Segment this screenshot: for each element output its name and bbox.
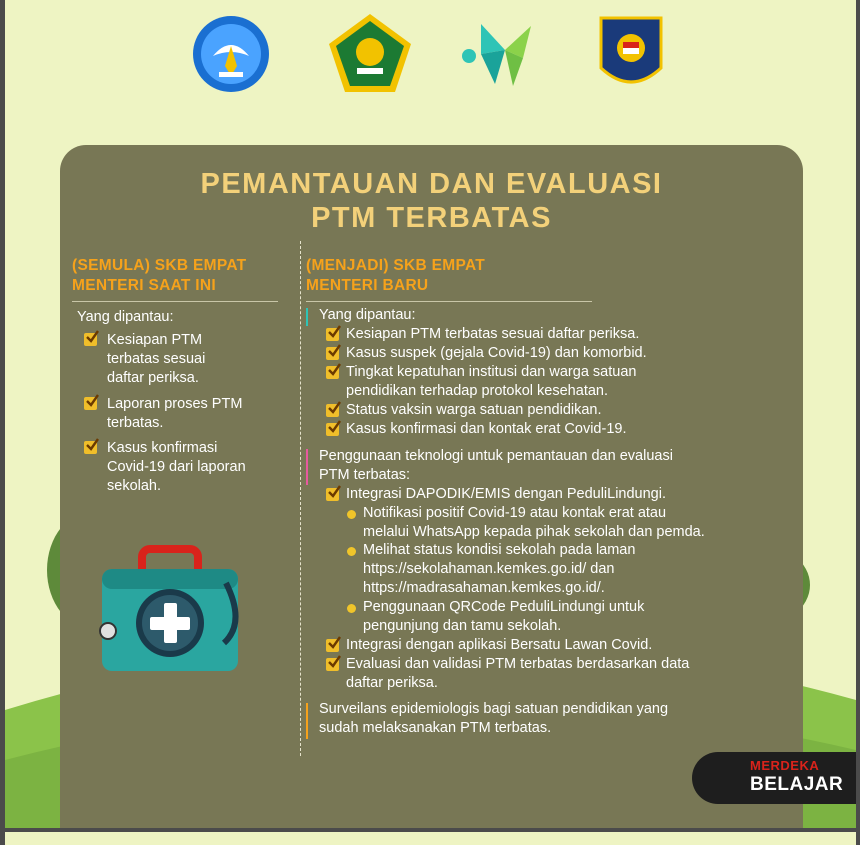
left-item-3: Kasus konfirmasi Covid-19 dari laporan sekolah. [107,440,246,494]
right-section3-text: Surveilans epidemiologis bagi satuan pendidikan yang sudah melaksanakan PTM terbatas. [319,701,669,736]
left-heading-line-2: MENTERI SAAT INI [72,277,217,294]
left-intro: Yang dipantau: [77,309,174,325]
badge-line-2: BELAJAR [750,774,844,795]
left-heading-divider [72,301,278,302]
next-page-preview [5,832,856,845]
check-icon [326,658,339,671]
right-s1-item-2: Kasus suspek (gejala Covid-19) dan komorbid. [346,345,647,361]
content-card [60,145,803,828]
tut-wuri-handayani-logo [191,14,271,94]
right-section2-intro: Penggunaan teknologi untuk pemantauan dan evaluasi PTM terbatas: [319,448,673,483]
right-s2-bullet-2: Melihat status kondisi sekolah pada laman https://sekolahaman.kemkes.go.id/ dan https://madrasahaman.kemkes.go.id/. [363,542,636,596]
right-s2-bullet-1: Notifikasi positif Covid-19 atau kontak erat atau melalui WhatsApp kepada pihak sekolah dan pemda. [363,505,705,540]
page-title [60,167,803,235]
kementerian-agama-logo [327,12,413,94]
check-icon [326,328,339,341]
right-s2-item-1: Integrasi DAPODIK/EMIS dengan PeduliLindungi. [346,486,666,502]
right-s1-item-1: Kesiapan PTM terbatas sesuai daftar periksa. [346,326,640,342]
left-item-2: Laporan proses PTM terbatas. [107,396,243,431]
check-icon [326,366,339,379]
right-s2-item-3: Evaluasi dan validasi PTM terbatas berdasarkan data daftar periksa. [346,656,690,691]
merdeka-belajar-badge [692,752,856,804]
check-icon [326,404,339,417]
section-accent-bar-orange [306,703,308,739]
bullet-dot-icon [347,547,356,556]
left-heading-line-1: (SEMULA) SKB EMPAT [72,257,247,274]
check-icon [326,639,339,652]
right-s1-item-3: Tingkat kepatuhan institusi dan warga satuan pendidikan terhadap protokol kesehatan. [346,364,637,399]
bullet-dot-icon [347,604,356,613]
right-s2-item-2: Integrasi dengan aplikasi Bersatu Lawan Covid. [346,637,653,653]
right-s1-item-4: Status vaksin warga satuan pendidikan. [346,402,602,418]
check-icon [84,333,97,346]
check-icon [326,347,339,360]
check-icon [84,441,97,454]
right-s1-item-5: Kasus konfirmasi dan kontak erat Covid-19. [346,421,627,437]
title-line-1: PEMANTAUAN DAN EVALUASI [200,168,663,200]
title-line-2: PTM TERBATAS [311,202,552,234]
right-heading-line-1: (MENJADI) SKB EMPAT [306,257,486,274]
right-s2-bullet-3: Penggunaan QRCode PeduliLindungi untuk pengunjung dan tamu sekolah. [363,599,645,634]
kemendagri-logo [597,14,665,94]
section-accent-bar-pink [306,449,308,485]
right-heading-divider [306,301,592,302]
right-column-heading [306,256,485,296]
check-icon [84,397,97,410]
infographic-poster [5,0,856,828]
right-section1-intro: Yang dipantau: [319,307,416,323]
kemenkes-logo [461,14,541,94]
bullet-dot-icon [347,510,356,519]
column-divider [300,241,301,756]
right-heading-line-2: MENTERI BARU [306,277,429,294]
check-icon [326,423,339,436]
check-icon [326,488,339,501]
section-accent-bar-teal [306,308,308,326]
left-item-1: Kesiapan PTM terbatas sesuai daftar periksa. [107,332,206,386]
badge-line-1: MERDEKA [750,758,820,773]
left-column-heading [72,256,246,296]
medical-kit-illustration [96,543,246,678]
